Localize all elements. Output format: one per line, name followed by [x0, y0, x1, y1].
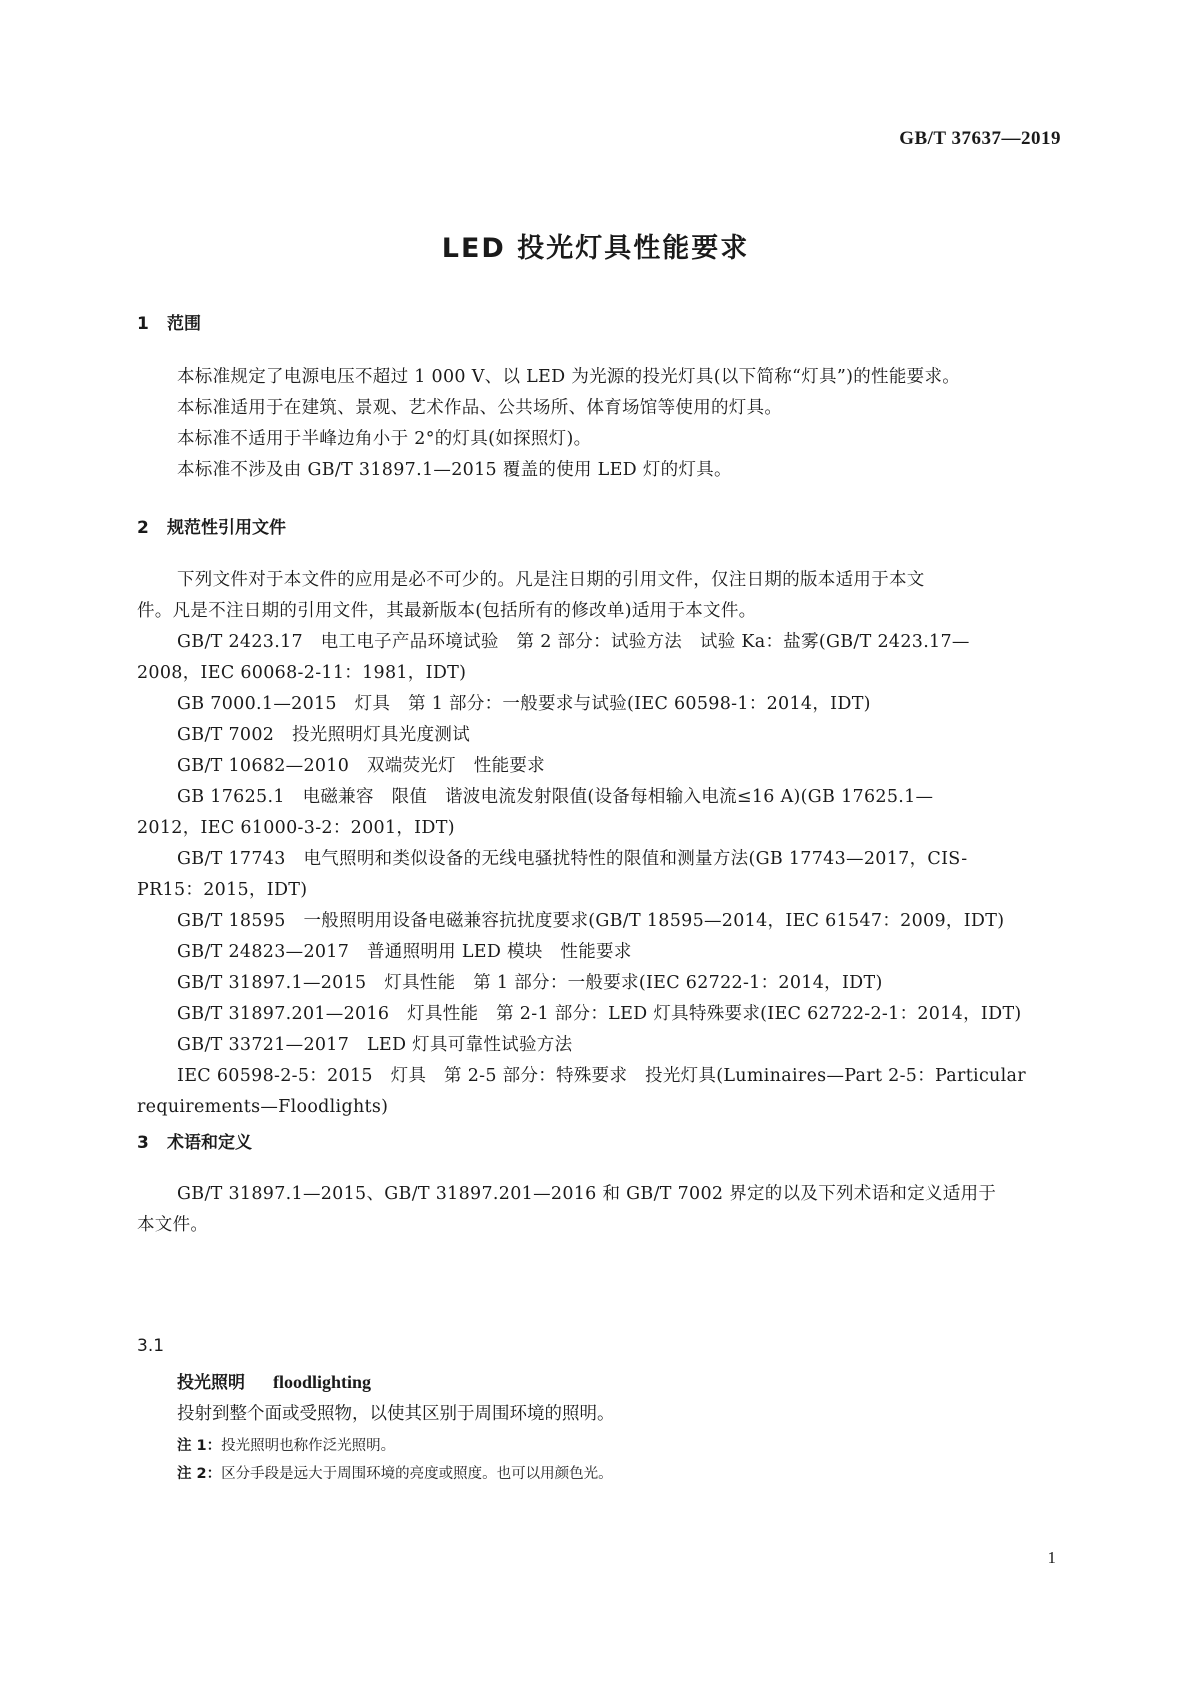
- reference-item: GB/T 31897.1—2015 灯具性能 第 1 部分：一般要求(IEC 62722-1：2014，IDT): [177, 973, 883, 993]
- note-text: 投光照明也称作泛光照明。: [221, 1438, 396, 1454]
- paragraph-continuation: 件。凡是不注日期的引用文件，其最新版本(包括所有的修改单)适用于本文件。: [137, 601, 757, 621]
- section-number: 2: [137, 518, 149, 538]
- reference-item: GB/T 18595 一般照明用设备电磁兼容抗扰度要求(GB/T 18595—2014，IEC 61547：2009，IDT): [177, 911, 1005, 931]
- reference-item: GB/T 24823—2017 普通照明用 LED 模块 性能要求: [177, 942, 632, 962]
- section-number: 3: [137, 1133, 149, 1153]
- section-2-heading: [137, 513, 286, 538]
- paragraph: 本标准适用于在建筑、景观、艺术作品、公共场所、体育场馆等使用的灯具。: [177, 398, 783, 418]
- standard-number: GB/T 37637—2019: [899, 128, 1061, 149]
- reference-item: GB/T 10682—2010 双端荧光灯 性能要求: [177, 756, 545, 776]
- section-title: 范围: [167, 314, 201, 334]
- section-title: 规范性引用文件: [167, 518, 286, 538]
- term-note-1: [177, 1434, 395, 1455]
- reference-item-continuation: PR15：2015，IDT): [137, 880, 308, 900]
- reference-item-continuation: 2012，IEC 61000-3-2：2001，IDT): [137, 818, 455, 838]
- section-3-body: [137, 1179, 1057, 1241]
- reference-item: GB/T 33721—2017 LED 灯具可靠性试验方法: [177, 1035, 573, 1055]
- reference-item: GB/T 17743 电气照明和类似设备的无线电骚扰特性的限值和测量方法(GB 17743—2017，CIS-: [177, 849, 968, 869]
- reference-item: GB/T 31897.201—2016 灯具性能 第 2-1 部分：LED 灯具特殊要求(IEC 62722-2-1：2014，IDT): [177, 1004, 1022, 1024]
- section-3-heading: [137, 1128, 252, 1153]
- paragraph: 本标准不适用于半峰边角小于 2°的灯具(如探照灯)。: [177, 429, 592, 449]
- reference-item-continuation: requirements—Floodlights): [137, 1097, 389, 1117]
- term-zh: 投光照明: [177, 1373, 245, 1393]
- paragraph: 本标准规定了电源电压不超过 1 000 V、以 LED 为光源的投光灯具(以下简称“灯具”)的性能要求。: [177, 367, 961, 387]
- term-heading: [177, 1368, 371, 1393]
- term-number: 3.1: [137, 1336, 165, 1356]
- section-1-heading: [137, 309, 201, 334]
- paragraph: 本标准不涉及由 GB/T 31897.1—2015 覆盖的使用 LED 灯的灯具。: [177, 460, 732, 480]
- term-en: floodlighting: [273, 1372, 372, 1392]
- section-title: 术语和定义: [167, 1133, 252, 1153]
- paragraph-continuation: 本文件。: [137, 1215, 209, 1235]
- note-label: 注 1：: [177, 1438, 222, 1454]
- paragraph: 下列文件对于本文件的应用是必不可少的。凡是注日期的引用文件，仅注日期的版本适用于本文: [177, 570, 925, 590]
- reference-item: GB 17625.1 电磁兼容 限值 谐波电流发射限值(设备每相输入电流≤16 A)(GB 17625.1—: [177, 787, 934, 807]
- note-label: 注 2：: [177, 1466, 222, 1482]
- note-text: 区分手段是远大于周围环境的亮度或照度。也可以用颜色光。: [221, 1466, 613, 1482]
- document-title: LED 投光灯具性能要求: [441, 233, 750, 264]
- reference-item: GB/T 2423.17 电工电子产品环境试验 第 2 部分：试验方法 试验 Ka：盐雾(GB/T 2423.17—: [177, 632, 970, 652]
- paragraph: GB/T 31897.1—2015、GB/T 31897.201—2016 和 GB/T 7002 界定的以及下列术语和定义适用于: [177, 1184, 997, 1204]
- page-number: 1: [1047, 1548, 1056, 1567]
- reference-item: GB/T 7002 投光照明灯具光度测试: [177, 725, 471, 745]
- term-definition: 投射到整个面或受照物，以使其区别于周围环境的照明。: [177, 1404, 615, 1424]
- section-2-body: [137, 565, 1057, 1123]
- reference-item: GB 7000.1—2015 灯具 第 1 部分：一般要求与试验(IEC 60598-1：2014，IDT): [177, 694, 871, 714]
- term-note-2: [177, 1462, 613, 1483]
- section-number: 1: [137, 314, 149, 334]
- section-1-body: [137, 362, 1057, 486]
- reference-item: IEC 60598-2-5：2015 灯具 第 2-5 部分：特殊要求 投光灯具(Luminaires—Part 2-5：Particular: [177, 1066, 1026, 1086]
- reference-item-continuation: 2008，IEC 60068-2-11：1981，IDT): [137, 663, 467, 683]
